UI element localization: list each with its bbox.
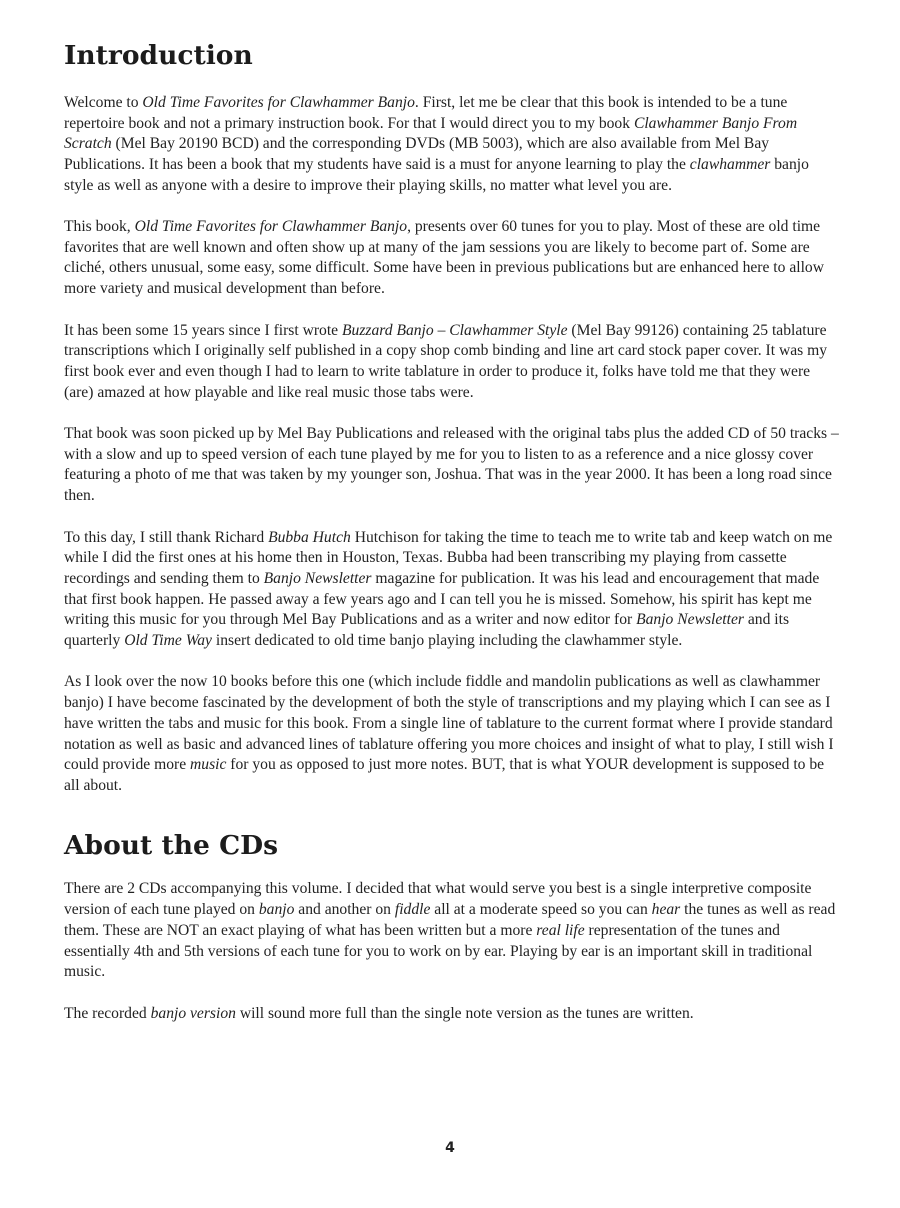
text-run: insert dedicated to old time banjo playing including the clawhammer style. — [211, 632, 683, 650]
text-run: As I look over the now 10 books before this one (which include fiddle and mandolin publications as well as clawhammer banjo) I have become fascinated by the development of both the style of transcriptions and my playing which I can see as I have written the tabs and music for this book. From a single line of tablature to the current format where I provide standard notation as well as basic and advanced lines of tablature offering you more choices and insight of what to play, I still wish I could provide more — [64, 673, 834, 774]
section-heading-about-cds: About the CDs — [64, 829, 279, 861]
italic-text-run: Bubba Hutch — [268, 528, 351, 546]
text-run: This book, — [64, 218, 135, 235]
text-run: (Mel Bay 99126) containing 25 tablature transcriptions which I originally self published in a copy shop comb binding and line art card stock paper cover. It was my first book ever and even though I had to learn to write tablature in order to produce it, folks have told me that they were (are) amazed at how playable and like real music those tabs were. — [64, 321, 828, 401]
text-run: It has been some 15 years since I first wrote — [64, 321, 342, 339]
italic-text-run: clawhammer — [689, 155, 771, 173]
document-page — [64, 40, 839, 1024]
italic-text-run: fiddle — [394, 901, 431, 919]
italic-text-run: banjo version — [150, 1004, 236, 1022]
text-run: banjo style as well as anyone with a desire to improve their playing skills, no matter what level you are. — [64, 155, 809, 194]
text-run: representation of the tunes and essentially 4th and 5th versions of each tune for you to work on by ear. Playing by ear is an important skill in traditional music. — [64, 921, 813, 981]
text-run: The recorded — [64, 1004, 151, 1022]
italic-text-run: Banjo Newsletter — [636, 611, 744, 629]
text-run: magazine for publication. It was his lead and encouragement that made that first book happen. He passed away a few years ago and I can tell you he is missed. Somehow, his spirit has kept me writing this music for you through Mel Bay Publications and as a writer and now editor for — [64, 569, 820, 629]
intro-paragraph-2 — [64, 217, 839, 300]
introduction-body — [64, 93, 839, 797]
cds-paragraph-1 — [64, 879, 839, 983]
text-run: the tunes as well as read them. These are NOT an exact playing of what has been written but a more — [64, 901, 836, 939]
text-run: will sound more full than the single note version as the tunes are written. — [235, 1004, 694, 1022]
italic-text-run: Buzzard Banjo – Clawhammer Style — [342, 321, 568, 339]
intro-paragraph-6 — [64, 672, 839, 796]
text-run: Hutchison for taking the time to teach me to write tab and keep watch on me while I did the first ones at his home then in Houston, Texas. Bubba had been transcribing my playing from cassette recordings and sending them to — [64, 528, 833, 587]
intro-paragraph-3 — [64, 321, 839, 404]
page-number: 4 — [445, 1140, 455, 1156]
italic-text-run: banjo — [258, 901, 295, 919]
italic-text-run: hear — [651, 901, 681, 919]
text-run: . First, let me be clear that this book is intended to be a tune repertoire book and not a primary instruction book. For that I would direct you to my book — [64, 93, 788, 132]
intro-paragraph-4 — [64, 424, 839, 507]
italic-text-run: Banjo Newsletter — [263, 569, 372, 587]
cds-paragraph-2 — [64, 1004, 839, 1025]
section-heading-introduction: Introduction — [64, 40, 253, 71]
text-run: all at a moderate speed so you can — [430, 901, 652, 919]
italic-text-run: Old Time Favorites for Clawhammer Banjo — [134, 218, 408, 235]
text-run: , presents over 60 tunes for you to play. Most of these are old time favorites that are well known and often show up at many of the jam sessions you are likely to become part of. Some are cliché, others unusual, some easy, some difficult. Some have been in previous publications but are enhanced here to allow more variety and musical development than before. — [64, 218, 824, 298]
text-run: There are 2 CDs accompanying this volume. I decided that what would serve you best is a single interpretive composite version of each tune played on — [64, 880, 812, 919]
text-run: To this day, I still thank Richard — [64, 528, 269, 546]
about-cds-body — [64, 879, 839, 1024]
text-run: and another on — [294, 901, 395, 919]
italic-text-run: music — [190, 756, 227, 774]
text-run: Welcome to — [64, 93, 143, 111]
text-run: and its quarterly — [64, 611, 790, 650]
italic-text-run: Old Time Favorites for Clawhammer Banjo — [142, 93, 415, 111]
italic-text-run: Clawhammer Banjo From Scratch — [64, 114, 798, 153]
text-run: for you as opposed to just more notes. BUT, that is what YOUR development is supposed to be all about. — [64, 756, 825, 794]
intro-paragraph-5 — [64, 528, 839, 652]
text-run: That book was soon picked up by Mel Bay Publications and released with the original tabs plus the added CD of 50 tracks – with a slow and up to speed version of each tune played by me for you to listen to as a reference and a nice glossy cover featuring a photo of me that was taken by my younger son, Joshua. That was in the year 2000. It has been a long road since then. — [64, 425, 839, 505]
intro-paragraph-1 — [64, 93, 839, 197]
italic-text-run: Old Time Way — [124, 632, 212, 650]
text-run: (Mel Bay 20190 BCD) and the corresponding DVDs (MB 5003), which are also available from Mel Bay Publications. It has been a book that my students have said is a must for anyone learning to play the — [64, 135, 770, 173]
italic-text-run: real life — [536, 921, 585, 939]
